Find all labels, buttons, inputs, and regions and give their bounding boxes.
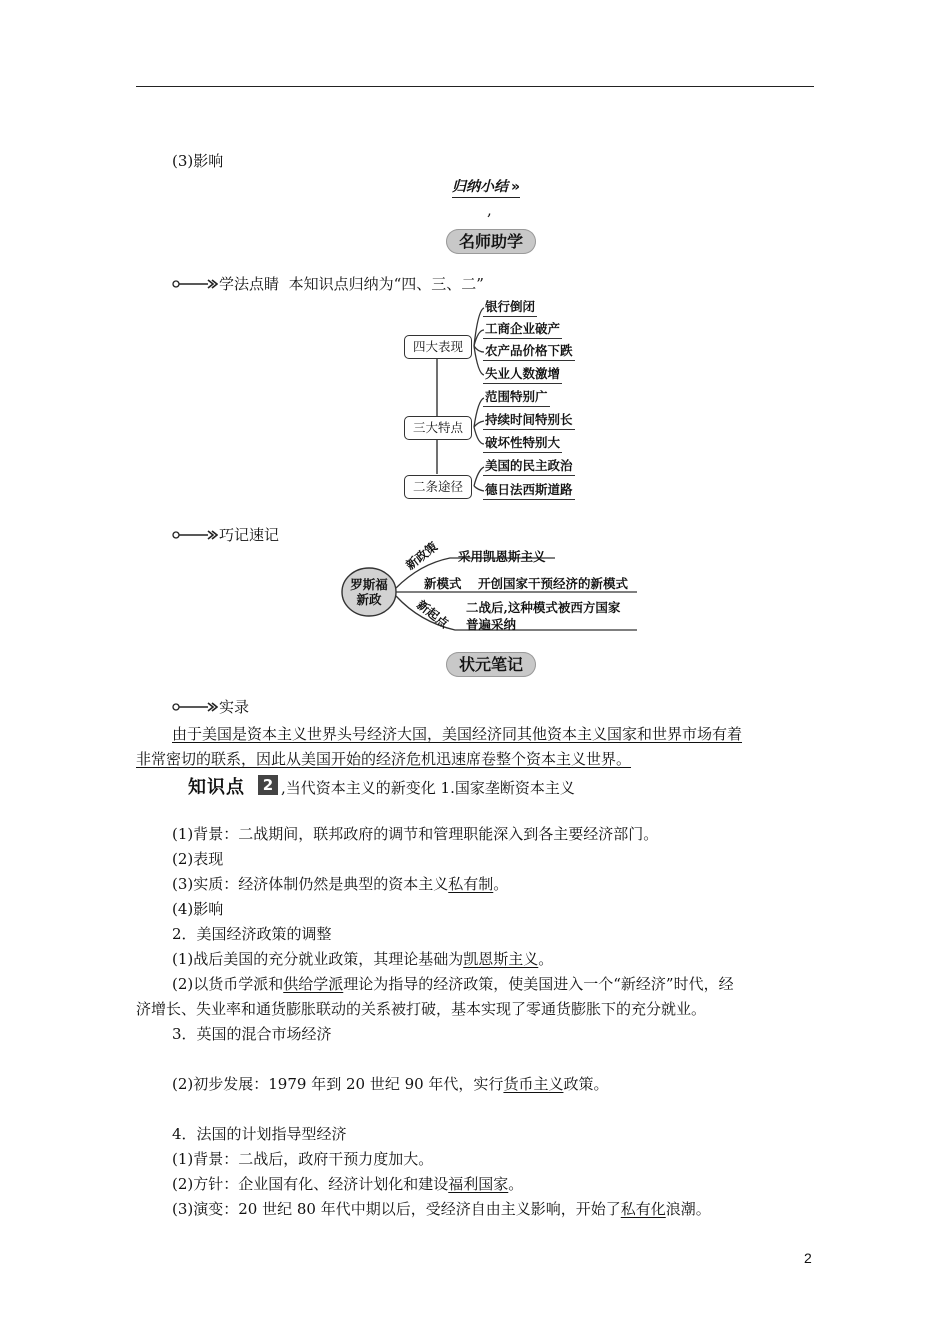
knowledge-point-label: 知识点 <box>188 777 245 798</box>
newdeal-branch3-line2: 普遍采纳 <box>466 617 517 632</box>
text-line: (2)方针：企业国有化、经济计划化和建设福利国家。 <box>172 1175 524 1193</box>
underlined-term: 私有制 <box>448 875 494 893</box>
text-line: (4)影响 <box>172 900 224 918</box>
diagram-item: 持续时间特别长 <box>483 412 575 430</box>
newdeal-branch3-line1: 二战后,这种模式被西方国家 <box>466 600 621 615</box>
arrow-marker-icon <box>172 530 218 540</box>
diagram-item: 失业人数激增 <box>483 366 562 384</box>
newdeal-branch2-label: 新模式 <box>424 576 462 591</box>
tip-method-label: 学法点睛 <box>219 275 280 293</box>
page-number: 2 <box>804 1250 812 1266</box>
pill-top-notes: 状元笔记 <box>446 652 536 677</box>
pill-teacher-help: 名师助学 <box>446 229 536 254</box>
tip-record-label: 实录 <box>219 698 250 716</box>
arrow-marker-icon <box>172 702 218 712</box>
diagram-item: 美国的民主政治 <box>483 458 575 476</box>
summary-heading <box>452 176 520 198</box>
section-heading: 3．英国的混合市场经济 <box>172 1025 332 1043</box>
text-line: (3)实质：经济体制仍然是典型的资本主义私有制。 <box>172 875 509 893</box>
text-line: (1)战后美国的充分就业政策，其理论基础为凯恩斯主义。 <box>172 950 554 968</box>
section-heading: 2．美国经济政策的调整 <box>172 925 332 943</box>
tip-method-text: 本知识点归纳为“四、三、二” <box>288 275 484 293</box>
text-line: (1)背景：二战后，政府干预力度加大。 <box>172 1150 434 1168</box>
text-line: (2)表现 <box>172 850 224 868</box>
underlined-term: 货币主义 <box>503 1075 564 1093</box>
diagram-group-performance: 四大表现 <box>404 335 472 359</box>
text-line: (2)初步发展：1979 年到 20 世纪 90 年代，实行货币主义政策。 <box>172 1075 609 1093</box>
newdeal-branch3-label: 新起点 <box>414 597 452 631</box>
underlined-term: 福利国家 <box>448 1175 509 1193</box>
diagram-item: 农产品价格下跌 <box>483 343 575 361</box>
diagram-group-paths: 二条途径 <box>404 475 472 499</box>
note-line-2: 非常密切的联系，因此从美国开始的经济危机迅速席卷整个资本主义世界。 <box>136 750 632 768</box>
newdeal-branch2-text: 开创国家干预经济的新模式 <box>478 576 629 591</box>
summary-heading-text: 归纳小结 <box>452 179 508 195</box>
diagram-item: 银行倒闭 <box>483 299 537 317</box>
newdeal-branch1-label: 新政策 <box>403 539 441 573</box>
knowledge-point-number: 2 <box>258 775 278 795</box>
text-line: (2)以货币学派和供给学派理论为指导的经济政策，使美国进入一个“新经济”时代，经 <box>172 975 734 993</box>
text-line: (1)背景：二战期间，联邦政府的调节和管理职能深入到各主要经济部门。 <box>172 825 659 843</box>
stray-comma: , <box>487 201 492 219</box>
tip-method-line <box>219 274 484 294</box>
double-chevron-icon: » <box>511 179 521 195</box>
newdeal-center-line1: 罗斯福 <box>350 577 388 592</box>
section-heading: 4．法国的计划指导型经济 <box>172 1125 347 1143</box>
header-rule <box>136 86 814 87</box>
diagram-item: 破坏性特别大 <box>483 435 562 453</box>
text-line: (3)演变：20 世纪 80 年代中期以后，受经济自由主义影响，开始了私有化浪潮。 <box>172 1200 711 1218</box>
text-line: 济增长、失业率和通货膨胀联动的关系被打破，基本实现了零通货膨胀下的充分就业。 <box>136 1000 707 1018</box>
tip-memory-label: 巧记速记 <box>219 526 280 544</box>
knowledge-point-title: ,当代资本主义的新变化 1.国家垄断资本主义 <box>281 779 575 797</box>
note-line-1: 由于美国是资本主义世界头号经济大国，美国经济同其他资本主义国家和世界市场有着 <box>172 725 743 743</box>
newdeal-center-line2: 新政 <box>356 592 382 607</box>
diagram-item: 德日法西斯道路 <box>483 482 575 500</box>
underlined-term: 供给学派 <box>283 975 344 993</box>
diagram-item: 范围特别广 <box>483 389 550 407</box>
newdeal-center <box>344 577 394 607</box>
underlined-term: 私有化 <box>620 1200 666 1218</box>
arrow-marker-icon <box>172 279 218 289</box>
diagram-group-features: 三大特点 <box>404 416 472 440</box>
diagram-item: 工商企业破产 <box>483 321 562 339</box>
impact-label: (3)影响 <box>172 152 224 170</box>
newdeal-branch1-text: 采用凯恩斯主义 <box>458 549 546 564</box>
underlined-term: 凯恩斯主义 <box>463 950 539 968</box>
